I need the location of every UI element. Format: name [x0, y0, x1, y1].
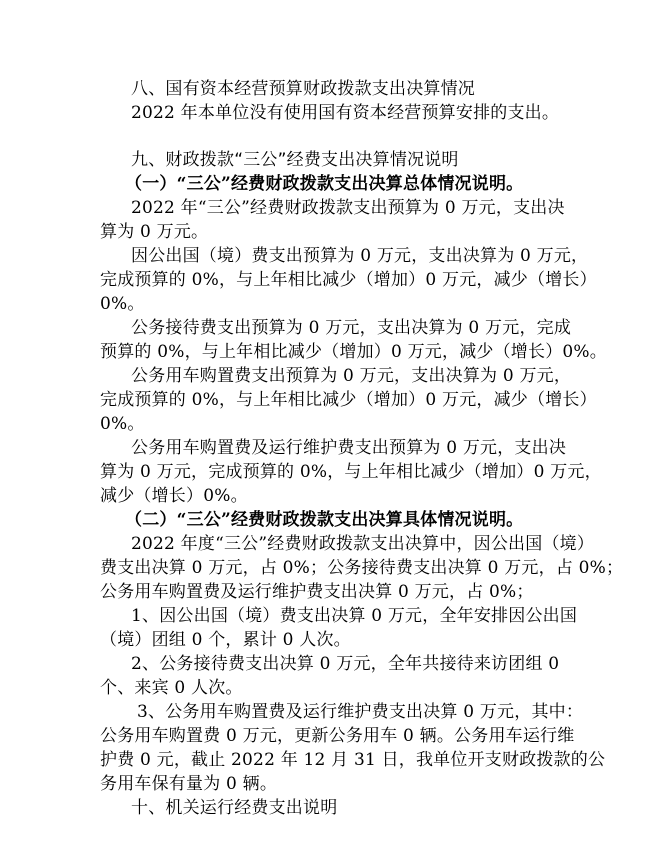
list-item-line: 护费 0 元，截止 2022 年 12 月 31 日，我单位开支财政拨款的公 — [100, 750, 606, 770]
section-9-sub2-heading: （二）“三公”经费财政拨款支出决算具体情况说明。 — [125, 510, 524, 530]
section-8-body: 2022 年本单位没有使用国有资本经营预算安排的支出。 — [131, 103, 560, 123]
paragraph-line: 公务接待费支出预算为 0 万元，支出决算为 0 万元，完成 — [131, 318, 572, 338]
list-item-line: （境）团组 0 个，累计 0 人次。 — [100, 630, 351, 650]
paragraph-line: 公务用车购置费支出预算为 0 万元，支出决算为 0 万元， — [131, 366, 572, 386]
section-9-heading: 九、财政拨款“三公”经费支出决算情况说明 — [131, 150, 459, 170]
section-8-heading: 八、国有资本经营预算财政拨款支出决算情况 — [131, 79, 475, 99]
paragraph-line: 完成预算的 0%，与上年相比减少（增加）0 万元，减少（增长） — [100, 390, 597, 410]
paragraph-line: 减少（增长）0%。 — [100, 486, 248, 506]
paragraph-line: 算为 0 万元，完成预算的 0%，与上年相比减少（增加）0 万元， — [100, 462, 602, 482]
paragraph-line: 0%。 — [100, 294, 145, 314]
section-9-sub1-heading: （一）“三公”经费财政拨款支出决算总体情况说明。 — [125, 174, 524, 194]
list-item-line: 3、公务用车购置费及运行维护费支出决算 0 万元，其中： — [137, 702, 584, 722]
paragraph-line: 0%。 — [100, 414, 145, 434]
list-item-line: 1、因公出国（境）费支出决算 0 万元，全年安排因公出国 — [131, 606, 578, 626]
paragraph-line: 公务用车购置费及运行维护费支出预算为 0 万元，支出决 — [131, 438, 567, 458]
list-item-line: 务用车保有量为 0 辆。 — [100, 774, 278, 794]
paragraph-line: 2022 年度“三公”经费财政拨款支出决算中，因公出国（境） — [131, 534, 595, 554]
paragraph-line: 完成预算的 0%，与上年相比减少（增加）0 万元，减少（增长） — [100, 270, 597, 290]
paragraph-line: 因公出国（境）费支出预算为 0 万元，支出决算为 0 万元， — [131, 246, 589, 266]
paragraph-line: 公务用车购置费及运行维护费支出决算 0 万元，占 0%； — [100, 582, 534, 602]
section-10-heading: 十、机关运行经费支出说明 — [131, 798, 338, 818]
paragraph-line: 费支出决算 0 万元，占 0%；公务接待费支出决算 0 万元，占 0%； — [100, 558, 624, 578]
list-item-line: 2、公务接待费支出决算 0 万元，全年共接待来访团组 0 — [131, 654, 560, 674]
paragraph-line: 2022 年“三公”经费财政拨款支出预算为 0 万元，支出决 — [131, 198, 565, 218]
paragraph-line: 预算的 0%，与上年相比减少（增加）0 万元，减少（增长）0%。 — [100, 342, 607, 362]
list-item-line: 个、来宾 0 人次。 — [100, 678, 243, 698]
paragraph-line: 算为 0 万元。 — [100, 222, 209, 242]
list-item-line: 公务用车购置费 0 万元，更新公务用车 0 辆。公务用车运行维 — [100, 726, 575, 746]
